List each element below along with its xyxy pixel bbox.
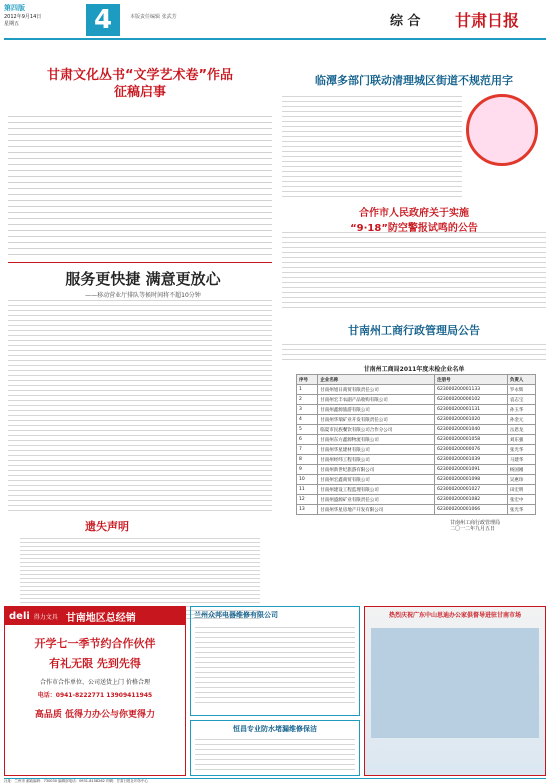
table-cell: 6 (297, 435, 318, 445)
table-cell: 623000200000102 (435, 395, 508, 405)
deli-slogan1: 开学七一季节约合作伙伴 (34, 637, 156, 650)
classified-title: 甘南地区总经销 (65, 612, 136, 624)
header-rule (4, 38, 546, 40)
footer-text: 社址：兰州市 邮政编码：730030 编辑部电话：0931-8158262 印刷：甘肃日报社印务中心 (4, 779, 148, 783)
govt-headline (282, 204, 546, 234)
table-cell: 张光华 (507, 445, 535, 455)
table-cell: 3 (297, 405, 318, 415)
issue-date: 2012年9月14日 (4, 14, 42, 20)
deli-slogan2: 有礼无限 先到先得 (49, 657, 141, 670)
table-cell: 甘南州建设工程监理有限公司 (318, 485, 435, 495)
table-cell: 623000200001040 (435, 425, 508, 435)
lintan-body (282, 96, 462, 200)
table-row (297, 425, 536, 435)
table-cell: 甘南州鑫源旅游有限公司 (318, 405, 435, 415)
lost-notice-title: 遗失声明 (85, 520, 129, 533)
cultural-body (8, 116, 272, 256)
aic-title: 甘南州工商行政管理局公告 (348, 324, 480, 337)
table-cell: 马建华 (507, 455, 535, 465)
table-cell: 623000200001091 (435, 465, 508, 475)
table-cell: 4 (297, 415, 318, 425)
table-cell: 8 (297, 455, 318, 465)
cultural-headline (8, 68, 272, 102)
table-cell: 田宏明 (507, 485, 535, 495)
aic-signoff-org: 甘南州工商行政管理局 (450, 520, 501, 526)
service-headline (18, 268, 268, 299)
table-cell: 623000200001027 (435, 485, 508, 495)
table-cell: 1 (297, 385, 318, 395)
issue-weekday: 星期五 (4, 21, 20, 27)
table-cell: 甘南州新世纪旅游有限公司 (318, 465, 435, 475)
table-cell: 623000200001131 (435, 405, 508, 415)
masthead: 甘肃日报 (455, 11, 520, 30)
table-row (297, 465, 536, 475)
table-row (297, 445, 536, 455)
table-cell: 杨国刚 (507, 465, 535, 475)
table-cell: 12 (297, 495, 318, 505)
table-row (297, 475, 536, 485)
table-row (297, 405, 536, 415)
page-number: 4 (86, 4, 120, 36)
divider (8, 262, 272, 263)
deli-slogan4: 高品质 低得力办公与你更得力 (34, 710, 156, 720)
edition-label: 第四版 (4, 4, 25, 12)
service-title: 服务更快捷 满意更放心 (65, 270, 221, 288)
table-header-row (297, 375, 536, 385)
deli-ad (4, 606, 186, 776)
table-cell: 5 (297, 425, 318, 435)
table-row (297, 395, 536, 405)
table-row (297, 415, 536, 425)
service-subtitle: ——移动营业厅排队等候时间将不超10分钟 (85, 292, 201, 299)
table-cell: 甘南州华瑞矿业开发有限责任公司 (318, 415, 435, 425)
lintan-logo-seal (466, 94, 538, 166)
service-body (8, 300, 272, 515)
table-row (297, 385, 536, 395)
table-cell: 甘南州华星房地产开发有限公司 (318, 505, 435, 515)
table-cell: 623000200001133 (435, 385, 508, 395)
aic-signoff-date: 二〇一二年九月五日 (450, 526, 496, 532)
aic-body (282, 344, 546, 360)
col-header-company: 企业名称 (318, 375, 435, 385)
govt-body (282, 232, 546, 312)
cultural-title-2: 征稿启事 (113, 85, 166, 100)
table-cell: 623000200001066 (435, 505, 508, 515)
table-cell: 袁志宝 (507, 395, 535, 405)
table-cell: 甘南州宏丰农副产品收购有限公司 (318, 395, 435, 405)
govt-title-2: “9·18”防空警报试鸣的公告 (350, 223, 478, 234)
table-cell: 甘南州宏鑫商贸有限公司 (318, 475, 435, 485)
col-header-index: 序号 (297, 375, 318, 385)
table-row (297, 485, 536, 495)
deli-sub: 得力文具 (33, 613, 58, 621)
table-cell: 623000200001058 (435, 435, 508, 445)
table-cell: 吴惠珍 (507, 475, 535, 485)
table-cell: 10 (297, 475, 318, 485)
furniture-title: 热烈庆祝广东中山思迪办公家俱督导进驻甘南市场 (388, 612, 521, 619)
table-cell: 岳恩龙 (507, 425, 535, 435)
table-cell: 623000200000076 (435, 445, 508, 455)
table-cell: 孙玉华 (507, 405, 535, 415)
col-header-person: 负责人 (507, 375, 535, 385)
table-cell: 9 (297, 465, 318, 475)
govt-title-1: 合作市人民政府关于实施 (359, 208, 469, 219)
table-cell: 623000200001098 (435, 475, 508, 485)
lanzhou-ad (190, 606, 360, 716)
table-row (297, 495, 536, 505)
table-cell: 罗永辉 (507, 385, 535, 395)
aic-table-title: 甘南州工商局2011年度未检企业名单 (363, 366, 465, 373)
deli-phone: 电话：0941-8222771 13909411945 (37, 692, 153, 699)
table-cell: 623000200001020 (435, 415, 508, 425)
deli-slogan3: 合作市合作单位、公司送货上门 价格合理 (40, 679, 150, 686)
table-cell: 张宏中 (507, 495, 535, 505)
aic-table (296, 374, 536, 515)
section-title: 综 合 (390, 14, 421, 29)
table-cell: 623000200001082 (435, 495, 508, 505)
table-cell: 孙金元 (507, 415, 535, 425)
lanzhou-title: 兰州众邦电器维修有限公司 (194, 611, 278, 619)
table-cell: 甘南州旭日商贸有限责任公司 (318, 385, 435, 395)
table-row (297, 505, 536, 515)
cultural-title-1: 甘肃文化丛书“文学艺术卷”作品 (46, 68, 234, 83)
table-cell: 甘南州华星建材有限公司 (318, 445, 435, 455)
table-cell: 甘南州盛源矿业有限责任公司 (318, 495, 435, 505)
furniture-ad (364, 606, 546, 776)
table-cell: 11 (297, 485, 318, 495)
table-cell: 13 (297, 505, 318, 515)
table-cell: 7 (297, 445, 318, 455)
table-cell: 张光华 (507, 505, 535, 515)
table-cell: 刘东强 (507, 435, 535, 445)
table-row (297, 455, 536, 465)
col-header-reg: 注册号 (435, 375, 508, 385)
table-cell: 甘南州东方鑫源物流有限公司 (318, 435, 435, 445)
deli-brand: deli (9, 610, 30, 622)
table-cell: 甘南州经纬工程有限公司 (318, 455, 435, 465)
lintan-title: 临潭多部门联动清理城区街道不规范用字 (315, 74, 513, 87)
aic-signoff (450, 520, 500, 532)
table-cell: 临夏市民族餐饮有限公司合作分公司 (318, 425, 435, 435)
hengchang-ad (190, 720, 360, 776)
table-row (297, 435, 536, 445)
table-cell: 623000200001039 (435, 455, 508, 465)
edition-block (4, 3, 84, 35)
editor-line: 本版责任编辑 张武芳 (130, 14, 177, 20)
table-cell: 2 (297, 395, 318, 405)
hengchang-title: 恒昌专业防水堵漏维修保洁 (233, 725, 317, 733)
